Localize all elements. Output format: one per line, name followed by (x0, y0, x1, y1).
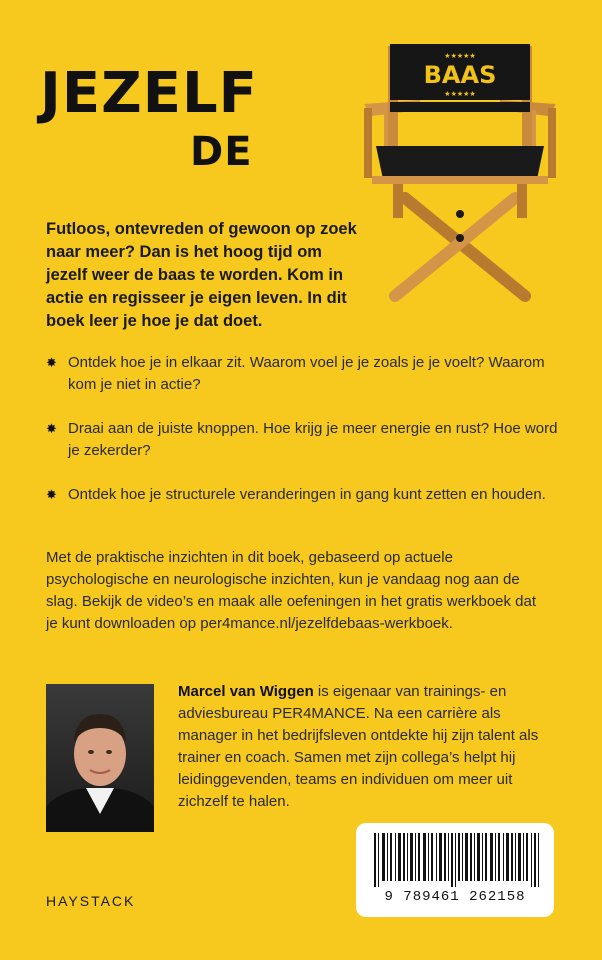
star-bullet-icon: ✸ (46, 487, 57, 502)
bullet-text: Ontdek hoe je in elkaar zit. Waarom voel je je zoals je je voelt? Waarom kom je niet in actie? (68, 354, 545, 393)
chair-pivot-bolt (456, 234, 464, 242)
author-bio (178, 681, 558, 813)
title-line-1: JEZELF (40, 61, 258, 126)
publisher-logo: HAYSTACK (46, 893, 136, 909)
directors-chair-illustration (350, 38, 570, 308)
star-bullet-icon: ✸ (46, 355, 57, 370)
barcode-image (374, 833, 539, 887)
body-paragraph: Met de praktische inzichten in dit boek, gebaseerd op actuele psychologische en neurologische inzichten, kun je vandaag nog aan de slag. Bekijk de video’s en maak alle oefeningen in het gratis werkboek dat je kunt downloaden op per4mance.nl/jezelfdebaas-werkboek. (46, 549, 537, 632)
star-bullet-icon: ✸ (46, 421, 57, 436)
intro-paragraph: Futloos, ontevreden of gewoon op zoek naar meer? Dan is het hoog tijd om jezelf weer de baas te worden. Kom in actie en regisseer je eigen leven. In dit boek leer je hoe je dat doet. (46, 220, 357, 330)
author-bio-text: is eigenaar van trainings- en adviesbureau PER4MANCE. Na een carrière als manager in het bedrijfsleven ontdekte hij zijn talent als trainer en coach. Samen met zijn collega’s helpt hij leidinggevenden, teams en individuen om meer uit zichzelf te halen. (178, 683, 539, 810)
author-name: Marcel van Wiggen (178, 683, 314, 700)
chair-stars-top: ★★★★★ (444, 52, 476, 60)
isbn-number: 9 789461 262158 (384, 889, 526, 905)
chair-pivot-bolt (456, 210, 464, 218)
author-photo (46, 684, 154, 832)
bullet-item (46, 484, 566, 506)
bullet-item (46, 418, 566, 462)
chair-seat (372, 146, 548, 184)
bullet-text: Ontdek hoe je structurele veranderingen in gang kunt zetten en houden. (68, 486, 546, 503)
title-line-2: DE (190, 129, 253, 175)
bullet-text: Draai aan de juiste knoppen. Hoe krijg je meer energie en rust? Hoe word je zekerder? (68, 420, 558, 459)
bullet-item (46, 352, 566, 396)
barcode-panel (356, 823, 554, 917)
bullet-list (46, 352, 566, 528)
chair-label: BAAS (423, 61, 497, 89)
chair-stars-bottom: ★★★★★ (444, 90, 476, 98)
